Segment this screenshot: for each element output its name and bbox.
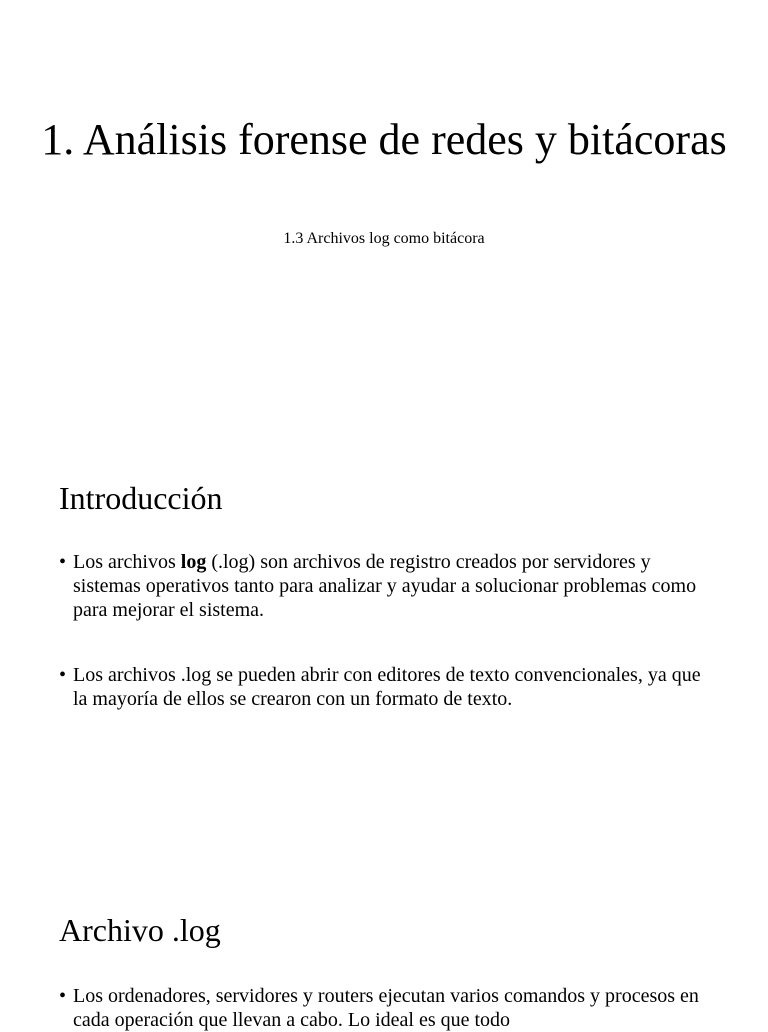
archivo-bullet-list [59,984,719,1032]
bullet-text-bold: log [180,551,207,573]
bullet-icon: • [59,985,67,1007]
bullet-icon: • [59,551,67,573]
bullet-icon: • [59,664,67,686]
bullet-text: Los archivos .log se pueden abrir con editores de texto convencionales, ya que la mayoría de ellos se crearon con un formato de texto. [73,664,701,710]
list-item [59,984,719,1032]
bullet-text-before: Los archivos [73,551,181,573]
title-slide [0,0,768,432]
archivo-heading: Archivo .log [59,912,221,948]
page-subtitle: 1.3 Archivos log como bitácora [283,230,485,247]
bullet-text: Los ordenadores, servidores y routers ejecutan varios comandos y procesos en cada operación que llevan a cabo. Lo ideal es que todo [73,985,699,1031]
bullet-text-after: (.log) son archivos de registro creados por servidores y sistemas operativos tanto para analizar y ayudar a solucionar problemas como para mejorar el sistema. [73,551,697,621]
page-title: 1. Análisis forense de redes y bitácoras [41,115,727,164]
intro-bullet-list [59,550,719,622]
intro-heading: Introducción [59,480,223,516]
list-item [59,550,719,622]
list-item [59,663,719,711]
intro-bullet-list-2 [59,663,719,711]
